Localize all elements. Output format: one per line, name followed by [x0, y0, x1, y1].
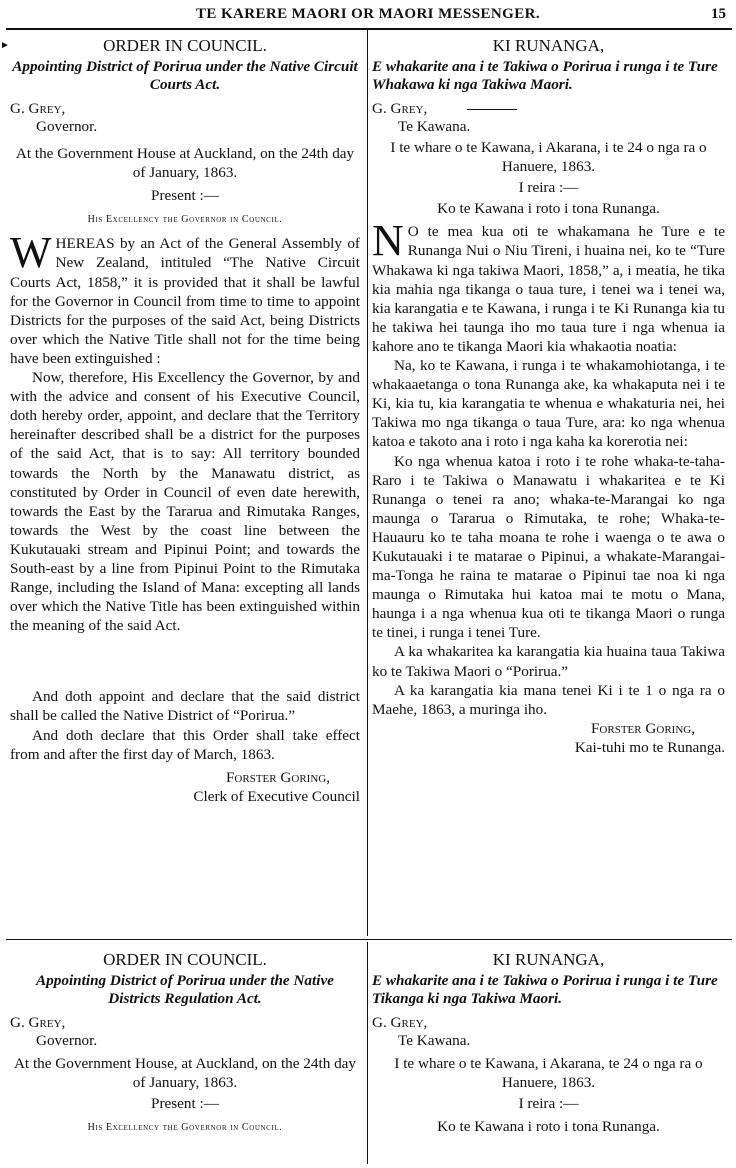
paragraph: A ka karangatia kia mana tenei Ki i te 1 o nga ra o Maehe, 1863, a muringa iho. [372, 681, 725, 718]
section-subtitle: E whakarite ana i te Takiwa o Porirua i runga i te Ture Tikanga ki nga Takiwa Maori. [372, 972, 718, 1007]
signer-title: Te Kawana. [398, 1032, 471, 1049]
signature-dash [467, 109, 517, 110]
column-divider-top [367, 30, 368, 936]
signer-title: Governor. [36, 1032, 98, 1049]
place-date: At the Government House at Auckland, on the 24th day of January, 1863. [15, 145, 355, 182]
council-line: Ko te Kawana i roto i tona Runanga. [437, 200, 660, 218]
signer-name: G. Grey, [372, 100, 725, 118]
paragraph: HEREAS by an Act of the General Assembly of New Zealand, intituled “The Native Circuit Courts Act, 1858,” it is provided that it shall be lawful for the Governor in Council from time to time to appoint Districts for the purposes of the said Act, being Districts over which the Native Title shall not for the time being have been extinguished : [10, 235, 360, 367]
newspaper-title: TE KARERE MAORI OR MAORI MESSENGER. [195, 6, 541, 22]
clerk-name: Forster Goring, [225, 768, 330, 786]
council-line: His Excellency the Governor in Council. [87, 214, 283, 226]
margin-arrow-icon: ► [0, 40, 10, 51]
place-date: I te whare o te Kawana, i Akarana, te 24 o nga ra o Hanuere, 1863. [394, 1055, 703, 1092]
signer-title: Governor. [36, 118, 98, 135]
section-subtitle: E whakarite ana i te Takiwa o Porirua i runga i te Ture Whakawa ki nga Takiwa Maori. [372, 58, 718, 93]
place-date: I te whare o te Kawana, i Akarana, i te 24 o nga ra o Hanuere, 1863. [390, 139, 707, 176]
paragraph: And doth appoint and declare that the said district shall be called the Native District of “Porirua.” [10, 688, 360, 725]
section-subtitle: Appointing District of Porirua under the Native Circuit Courts Act. [12, 58, 358, 93]
signer-title: Te Kawana. [398, 118, 471, 135]
signer-name: G. Grey, [372, 1014, 428, 1031]
page-number: 15 [711, 6, 726, 22]
section-heading: KI RUNANGA, [492, 36, 605, 55]
present-label: I reira :— [518, 179, 579, 197]
council-line: His Excellency the Governor in Council. [87, 1122, 283, 1134]
present-label: I reira :— [518, 1095, 579, 1113]
signer-name: G. Grey, [10, 100, 66, 117]
place-date: At the Government House, at Auckland, on the 24th day of January, 1863. [13, 1055, 357, 1092]
present-label: Present :— [151, 187, 219, 205]
council-line: Ko te Kawana i roto i tona Runanga. [437, 1118, 660, 1136]
section-rule [6, 939, 732, 940]
column-divider-bottom [367, 942, 368, 1164]
header-rule [6, 28, 732, 30]
section-heading: ORDER IN COUNCIL. [103, 950, 267, 969]
paragraph: O te mea kua oti te whakamana he Ture e te Runanga Nui o Niu Tireni, i huaina nei, ko te “Ture Whakawa ki nga takiwa Maori, 1858,” a, i meatia, he tika kia mahia nga tikanga o taua ture, i tenei wa i tenei wa, kia karangatia e te Kawana, i runga i te Ki Runanga kia tu he takiwa hei taunga iho mo taua ture i nga whenua ia kahore ano te tikanga Maori kia whakaotia noatia: [372, 223, 725, 355]
page-header [0, 4, 736, 26]
paragraph: Now, therefore, His Excellency the Governor, by and with the advice and consent of his Executive Council, doth hereby order, appoint, and declare that the Territory hereinafter described shall be a district for the purposes of the said Act, that is to say: All territory bounded towards the North by the Manawatu district, as constituted by Order in Council of even date herewith, towards the East by the Tararua and Rimutaka Ranges, towards the West by the coast line between the Kukutauaki stream and Pipinui Point; and towards the South-east by a line from Pipinui Point to the Rimutaka Range, including the Island of Mana: excepting all lands over which the Native Title has been extinguished within the meaning of the said Act. [10, 369, 360, 635]
signer-name: G. Grey, [10, 1014, 66, 1031]
section-heading: KI RUNANGA, [492, 950, 605, 969]
section-heading: ORDER IN COUNCIL. [103, 36, 267, 55]
dropcap: N [372, 216, 404, 266]
present-label: Present :— [151, 1095, 219, 1113]
clerk-title: Clerk of Executive Council [193, 787, 360, 805]
section-subtitle: Appointing District of Porirua under the Native Districts Regulation Act. [36, 972, 334, 1007]
order-in-council-english-2 [10, 950, 360, 1142]
ki-runanga-maori [372, 36, 725, 757]
paragraph: And doth declare that this Order shall take effect from and after the first day of March, 1863. [10, 726, 360, 763]
clerk-title: Kai-tuhi mo te Runanga. [574, 738, 725, 756]
paragraph: Ko nga whenua katoa i roto i te rohe whaka-te-taha-Raro i te Takiwa o Manawatu i whakaritea e te Ki Runanga o tenei ra ano; whaka-te-Marangai ko nga maunga o Tararua o Rimutaka, te rohe; Whaka-te-Hauauru ko te taha moana te rohe i waenga o te awa o Kukutauaki i te matarae o Pipinui, a whakate-Marangai-ma-Tonga he raina te matarae o Pipinui tae noa ki nga maunga o Rimutaka hui katoa mai te motu o Mana, haunga i a nga whenua kua oti te tikanga Maori o runga te tinei, i runga i tenei Ture. [372, 452, 725, 642]
clerk-name: Forster Goring, [590, 719, 695, 737]
paragraph: Na, ko te Kawana, i runga i te whakamohiotanga, i te whakaaetanga o tona Runanga ake, ka whakaputa nei i te Ki, kia tu, kia karangatia te whenua e whakaturia nei, hei Takiwa mo nga tikanga o taua Ture, ara: ko nga whenua katoa e takoto ana i roto i nga kaha ka korerotia nei: [372, 357, 725, 451]
paragraph: A ka whakaritea ka karangatia kia huaina taua Takiwa ko te Takiwa Maori o “Porirua.” [372, 643, 725, 680]
dropcap: W [10, 228, 52, 278]
order-in-council-english [10, 36, 360, 806]
ki-runanga-maori-2 [372, 950, 725, 1136]
